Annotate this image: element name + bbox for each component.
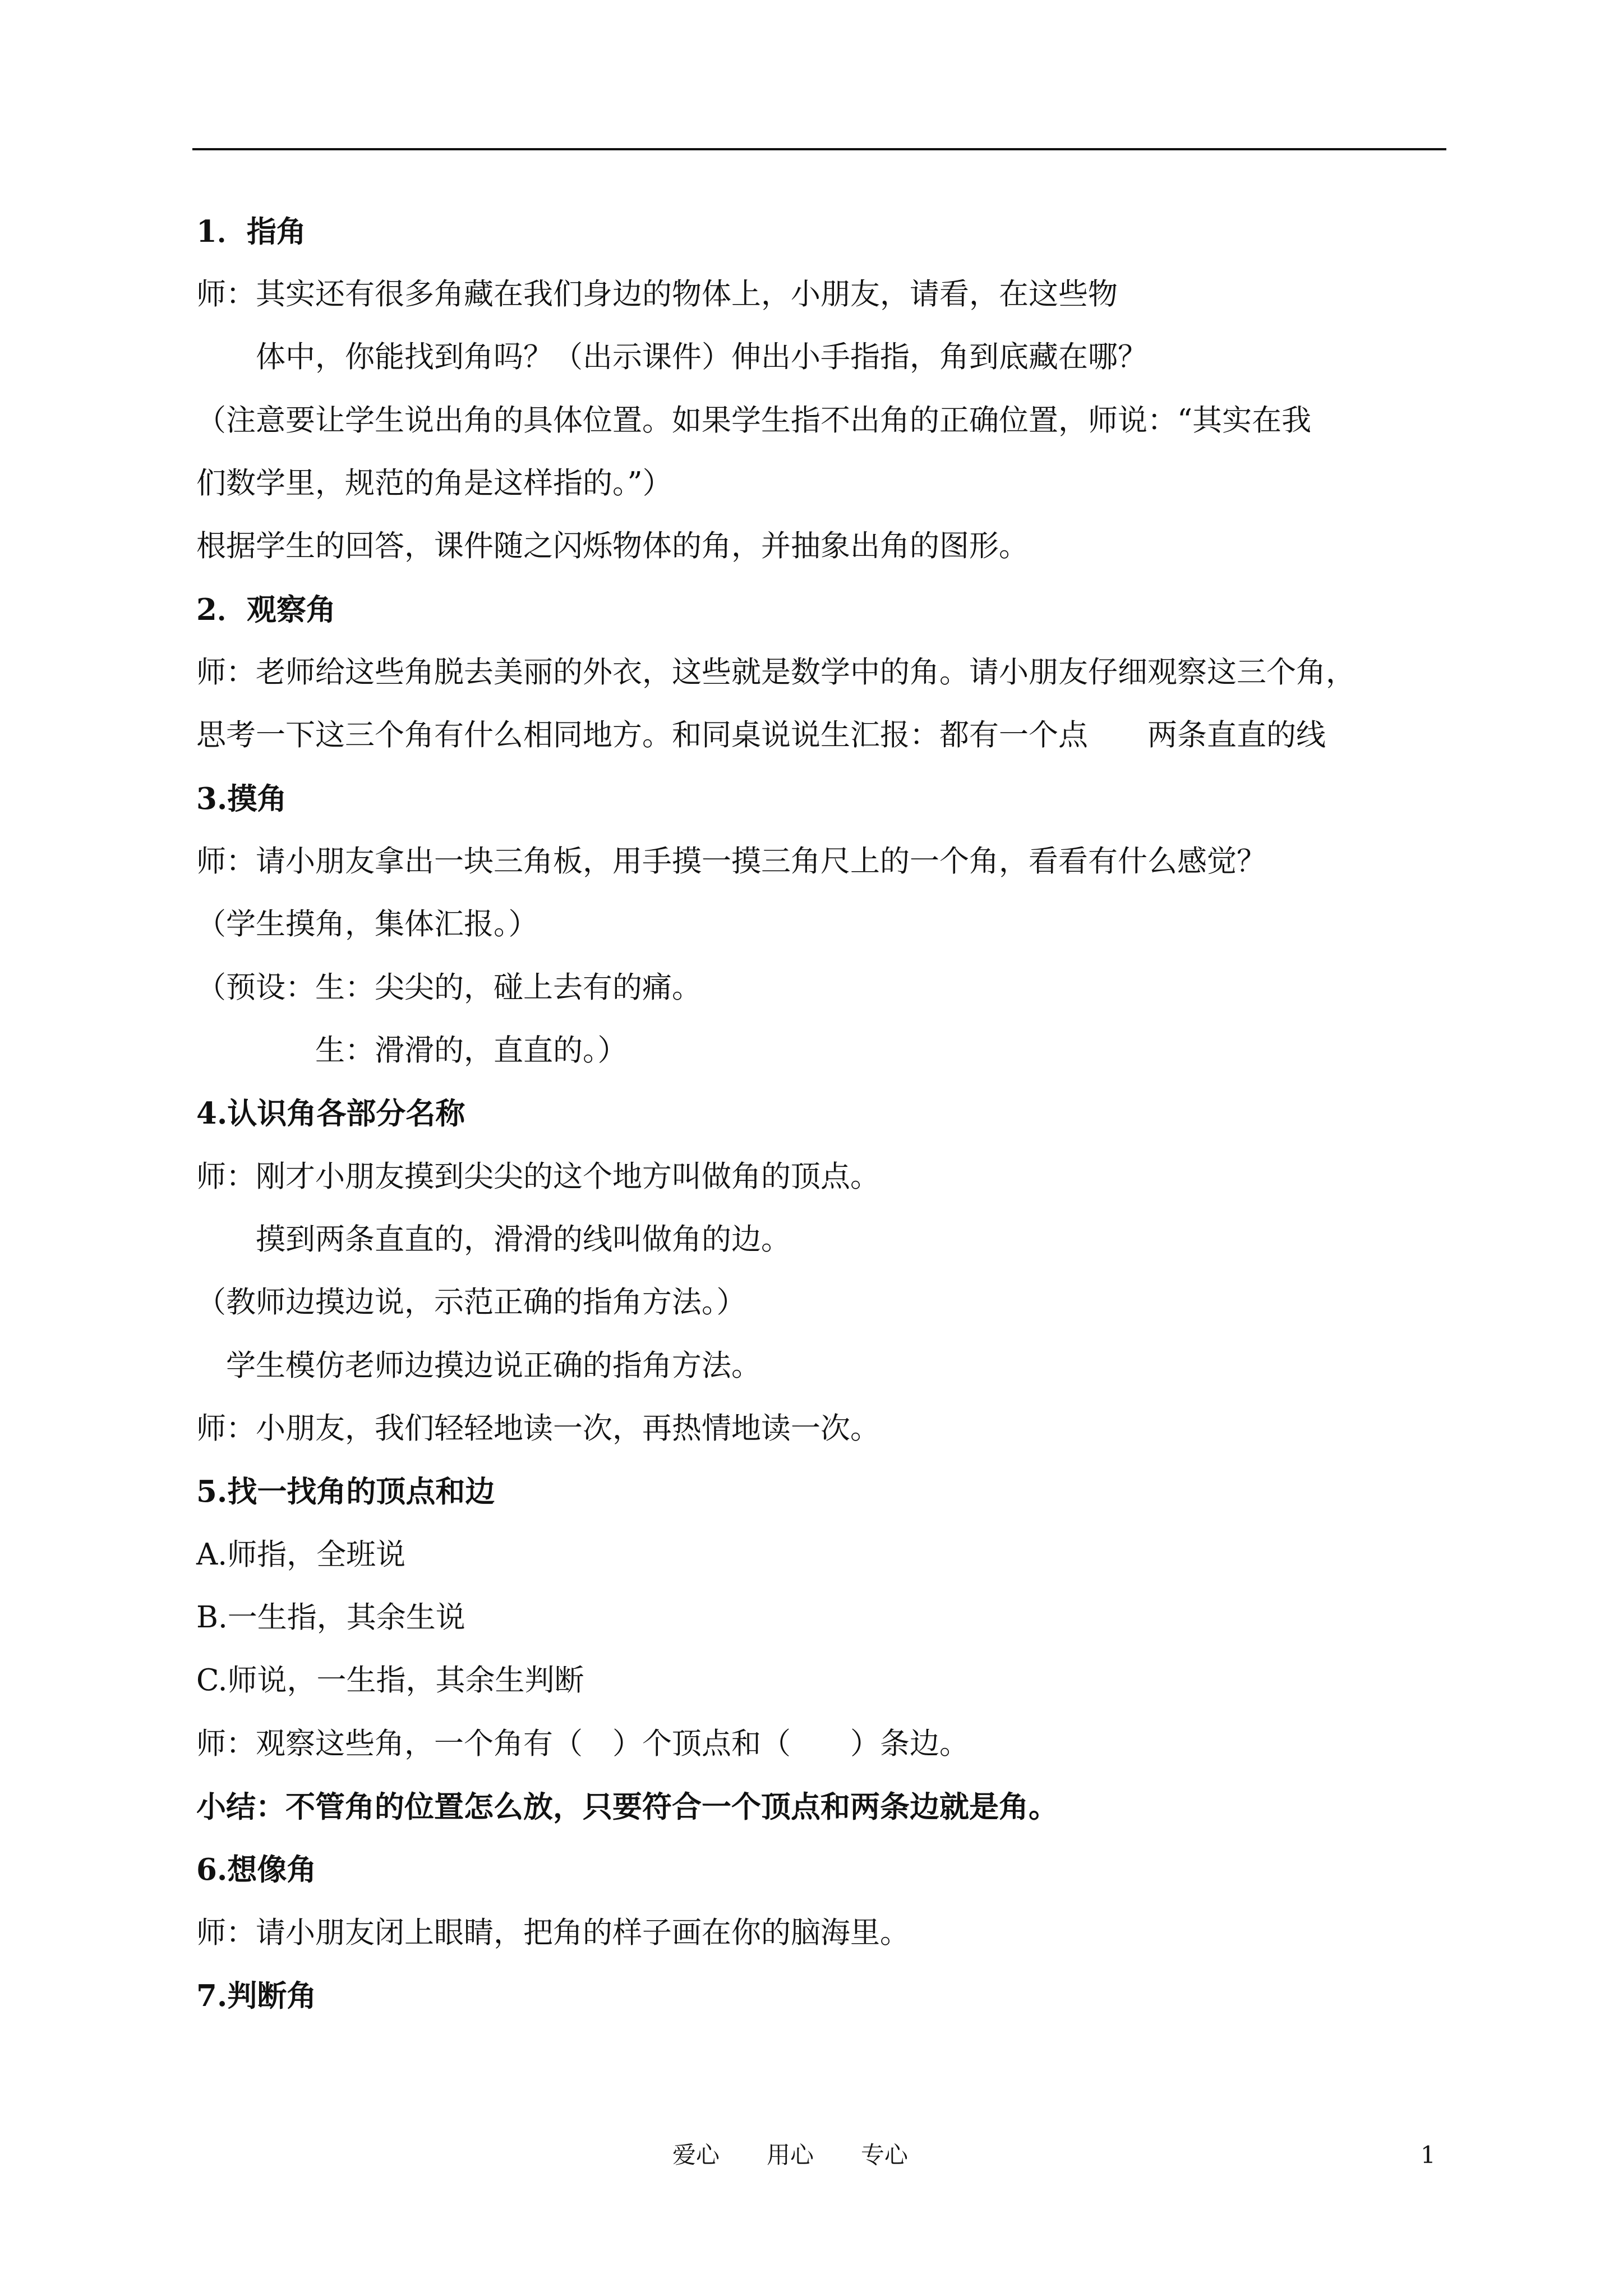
heading-2-observe-angle: 2．观察角 xyxy=(196,592,336,627)
paragraph-line: 师：老师给这些角脱去美丽的外衣，这些就是数学中的角。请小朋友仔细观察这三个角， xyxy=(196,655,1355,689)
paragraph-line: 摸到两条直直的，滑滑的线叫做角的边。 xyxy=(196,1222,791,1257)
paragraph-line: 师：观察这些角，一个角有（ ）个顶点和（ ）条边。 xyxy=(196,1727,969,1761)
header-rule xyxy=(192,148,1446,150)
paragraph-line: 学生模仿老师边摸边说正确的指角方法。 xyxy=(196,1349,761,1383)
paragraph-line: （教师边摸边说，示范正确的指角方法。） xyxy=(196,1285,746,1319)
page-number: 1 xyxy=(1421,2141,1436,2169)
paragraph-line: （学生摸角，集体汇报。） xyxy=(196,907,538,941)
paragraph-line: 师：请小朋友闭上眼睛，把角的样子画在你的脑海里。 xyxy=(196,1916,910,1950)
paragraph-line: 思考一下这三个角有什么相同地方。和同桌说说生汇报：都有一个点 两条直直的线 xyxy=(196,718,1326,752)
list-item: B.一生指，其余生说 xyxy=(196,1600,465,1635)
list-item: C.师说，一生指，其余生判断 xyxy=(196,1663,584,1697)
paragraph-line: 师：刚才小朋友摸到尖尖的这个地方叫做角的顶点。 xyxy=(196,1159,880,1194)
paragraph-line: 师：小朋友，我们轻轻地读一次，再热情地读一次。 xyxy=(196,1411,880,1446)
paragraph-line: 师：其实还有很多角藏在我们身边的物体上，小朋友，请看，在这些物 xyxy=(196,277,1118,311)
heading-3-touch-angle: 3.摸角 xyxy=(196,781,287,816)
heading-1-point-angle: 1．指角 xyxy=(196,214,306,249)
heading-5-find-vertex-sides: 5.找一找角的顶点和边 xyxy=(196,1474,495,1509)
list-item: A.师指，全班说 xyxy=(196,1538,406,1572)
heading-7-judge-angle: 7.判断角 xyxy=(196,1978,317,2013)
summary-line: 小结：不管角的位置怎么放，只要符合一个顶点和两条边就是角。 xyxy=(196,1789,1058,1824)
paragraph-line: （注意要让学生说出角的具体位置。如果学生指不出角的正确位置，师说：“其实在我 xyxy=(196,403,1312,438)
paragraph-line: 生：滑滑的，直直的。） xyxy=(196,1033,628,1068)
heading-6-imagine-angle: 6.想像角 xyxy=(196,1852,317,1887)
paragraph-line: 们数学里，规范的角是这样指的。”） xyxy=(196,466,672,500)
paragraph-line: 根据学生的回答，课件随之闪烁物体的角，并抽象出角的图形。 xyxy=(196,529,1029,563)
paragraph-line: （预设：生：尖尖的，碰上去有的痛。 xyxy=(196,970,702,1005)
paragraph-line: 师：请小朋友拿出一块三角板，用手摸一摸三角尺上的一个角，看看有什么感觉？ xyxy=(196,844,1266,878)
paragraph-line: 体中，你能找到角吗？（出示课件）伸出小手指指，角到底藏在哪？ xyxy=(196,340,1147,374)
footer-motto: 爱心 用心 专心 xyxy=(672,2141,909,2169)
heading-4-angle-parts: 4.认识角各部分名称 xyxy=(196,1096,465,1131)
